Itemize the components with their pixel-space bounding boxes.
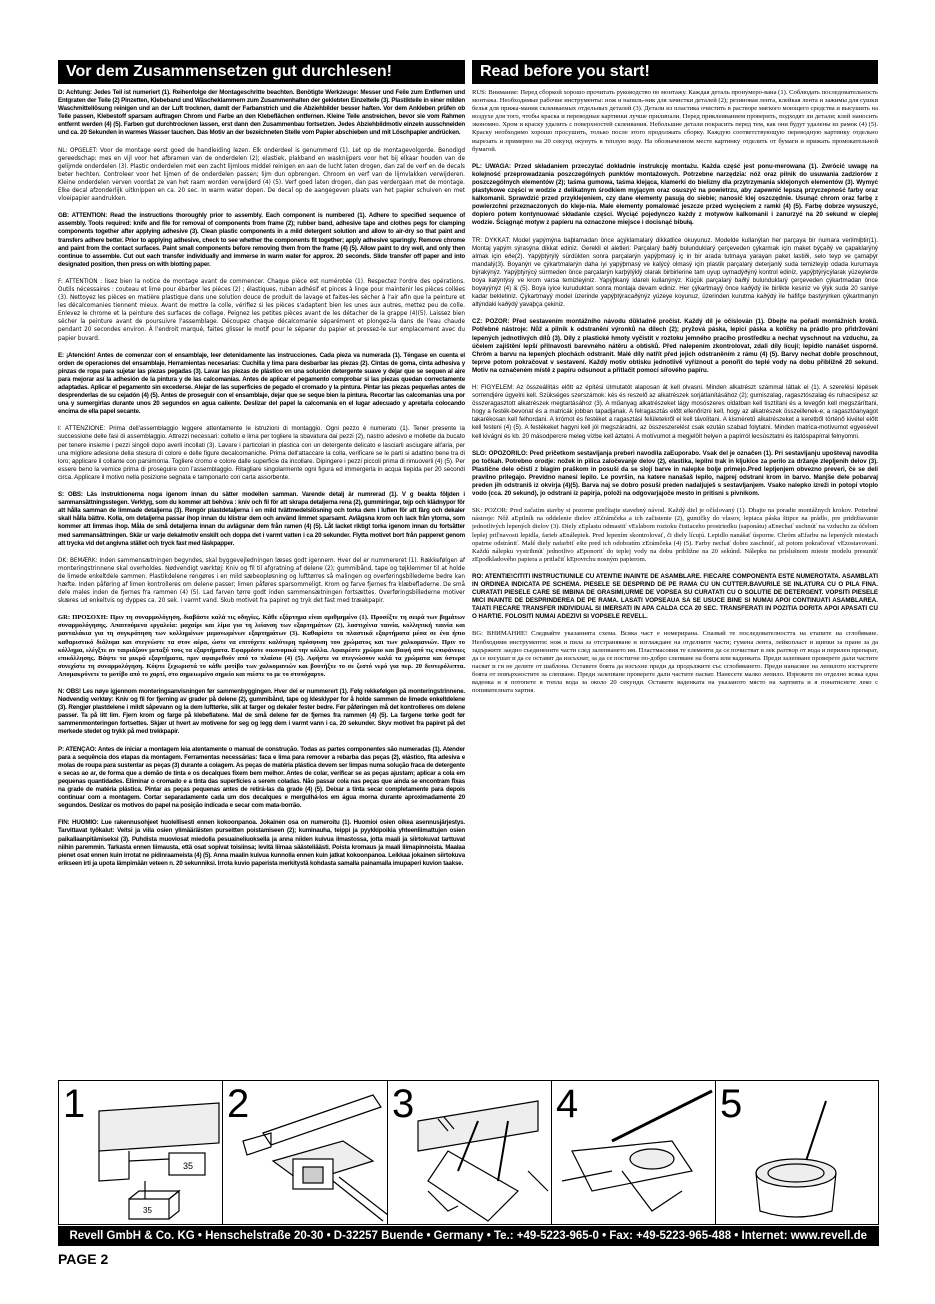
page-number: PAGE 2 (58, 1251, 109, 1267)
left-header-banner: Vor dem Zusammensetzen gut durchlesen! (58, 60, 465, 84)
left-instructions-column (58, 89, 465, 877)
instructions-hu: H: FIGYELEM: Az összeállítás előtt az építési útmutatót alaposan át kell olvasni. Minden alkatrészt számmal láttak el (1). A szerelési lépések sorrendjére ügyelni kell. Szükséges szerszámok: kés és reszelő az alkatrészek sorjátlanításához (2); gumiszalag, ragasztószalag és ruhacsipesz az összeragasztott alkatrészek megtartásához (3). A műanyag alkatrészeket lágy mosószeres oldatban kell tisztítani és a levegőn kell megszáríttani, hogy a festék-bevonat és a matricák jobban tapadjanak. A felragasztás előtt ellenőrizni kell, hogy az alkatrészek összeillenek-e; a ragasztóanyagot takarékosan kell felhordani. A krómot és festéket a ragasztási felületekről el kell távolítani. A kisméretű alkatrészeket a keretből történő kivétel előtt kell festeni (4) (5). A festékeket hagyni kell jól megszáradni, az összeszerelést csak ezután szabad folytatni. Minden matrica-motívumot egyesével kell kivágni és kb. 20 másodpercre meleg vízbe kell áztatni. A motívumot a megjelölt helyen a papírról lecsúsztatni és itatóspapírral felnyomni. (472, 384, 878, 440)
instructions-pt: P: ATENÇÃO: Antes de iniciar a montagem leia atentamente o manual de construção. Todas as partes componentes são numeradas (1). Atender para a sequência dos etapas da montagem. Ferramentas necessárias: faca e lima para remover a rebarba das peças (2), elástico, fita adesiva e molas de roupa para sustentar as peças (3) durante a colagem. As peças de matéria plástica devem ser limpas numa solução fraca de detergente e secas ao ar, de forma que a demão de tinta e os decalques fixem bem melhor. Antes de colar, verificar se as peças ajustam; aplicar a cola em pequenas quantidades. Eliminar o cromado e a tinta das superfícies a serem coladas. Não passar cola nas peças que ainda se encontram fixas na grade de matéria plástica. Pintar as peças pequenas antes de retirá-las da grade (4) (5). Deixar a tinta secar completamente para depois continuar com a montagem. Cortar separadamente cada um dos decalques e mergulhá-los em água morna durante aproximadamente 20 segundos. Deslizar os motivos do papel na posição indicada e secar com mata-borrão. (58, 745, 465, 810)
instructions-ro: RO: ATENTIE!CITITI INSTRUCTIUNILE CU ATENTIE INAINTE DE ASAMBLARE. FIECARE COMPONENTA ESTE NUMEROTATA. ASAMBLATI IN ORDINEA INDICATA PE SCHEMA. PIESELE SE DESPRIND DE PE RAMA CU UN CUTTER.BAVURILE SE INLATURA CU O PILA FINA. CURATATI PIESELE CARE SE IMBINA DE GRASIMI,URME DE VOPSEA SU CURATATI CU O SOLUTIE DE DETERGENT. VOPSITI PIESELE MICI INAINTE DE DESPRINDEREA DE PE RAMA. LASATI VOPSEAUA SA SE USUCE BINE SI NUMAI APOI CONTINUATI ASAMBLAREA. TAIATI FIECARE TRANSFER INDIVIDUAL SI IMERSATI IN APA CALDA CCA 20 SEC. TRANSFERATI IN POZITIA DORITA APOI APASATI CU O HARTIE. FOLOSITI NUMAI ADEZIVI SI VOPSELE REVELL. (472, 572, 878, 621)
step-number: 3 (392, 1082, 415, 1126)
instructions-it: I: ATTENZIONE: Prima dell'assemblaggio leggere attentamente le istruzioni di montaggio. Ogni pezzo è numerato (1). Tener presente la successione delle fasi di assemblaggio. Attrezzi necessari: coltello e lima per togliere la sbavatura dai pezzi (2), nastro adesivo e mollette da bucato per tenere insieme i pezzi singoli dopo averli incollati (3). Lavare i particolari in plastica con un detergente delicato e lasciarli asciugare all'aria, per una migliore adesione della stesura di colore e delle figure decalcomaniche. Prima dell'attaccare la colla, verificare se le parti si adattino bene tra di loro; applicare il collante con parsimonia. Togliere cromo e colore dalle superficie da incollare. Dipingere i pezzi piccoli prima di rimuoverli (4) (5). Per essere beno la vernice prima di proseguire con l'assemblaggio. Ritagliare singolarmente ogni figura ed immergerla in acqua tiepida per 20 secondi circa. Applicare il motivo nella posizione segnata e tamponarlo con carta assorbente. (58, 425, 465, 481)
panel1-part-number: 35 (183, 1161, 194, 1171)
instructions-sk: SK: POZOR: Pred začatím stavby si pozorne prečítajte stavebný návod. Každý diel je očíslovaný (1). Dbajte na poradie montážnych krokov. Potrebné nástroje: Nôž aEpilník na oddelenie dielov zEčrámčeka a ich začistenie (2), gumičky do vlasov, lepiaca páska štipce na prádlo, pre pridržiavanie jednotlivých lepených dielov (3). Diely zEplastu odmastiť vEslabom roztoku čistiaceho prostriedku (saponátu) aEnechať uschnúť na vzduchu za účelom lepšej priľnavosti lepidla, farieb aEnálepiek. Pred lepením skontrolovať, či diely lícujú. Lepidlo nanášať úsporne. Chróm aEfarbu na lepených miestach opatrne odstrániť. Malé diely nafarbiť ešte pred ich odobratím zErámčeka (4) (5). Farby nechať dobre zaschnúť, až potom pokračovať vEzostavovaní. Každú nálepku vystrihnúť jednotlivo aEponoriť do teplej vody na dobu približne na 20 sekúnd. Nálepku na príslušnom mieste modelu presunúť zEpodkladového papiera a pritlačiť kEpovrchu nosným papierom. (472, 507, 878, 563)
instructions-nl: NL: OPGELET: Voor de montage eerst goed de handleiding lezen. Elk onderdeel is genummerd (1). Let op de montagevolgorde. Benodigd gereedschap: mes en vijl voor het afbramen van de onderdelen (2); elastiek, plakband en wasknijpers voor het bij elkaar houden van de gelijmde onderdelen (3). Plastic onderdelen met een zacht lijmloos middel reinigen en aan de lucht laten drogen, dan zal de verf en de decals beter hechten. Controleer voor het lijmen of de onderdelen passen; lijm dun opbrengen. Chroom en verf van de lijmvlakken verwijderen. Kleine onderdelen verven voordat ze van het raam worden verwijderd (4) (5). Verf goed laten drogen, dan pas verdergaan met de montage. Elke decal afzonderlijk uitknippen en ca. 20 sec. in warm water dopen. De decal op de aangegeven plaats van het papier schuiven en met vloeipapier aandrukken. (58, 147, 465, 203)
step-panel-3 (388, 1081, 552, 1224)
instructions-gb: GB: ATTENTION: Read the instructions thoroughly prior to assembly. Each component is numbered (1). Adhere to specified sequence of assembly. Tools required: knife and file for removal of components from frame (2); rubber band, adhesive tape and clothes pegs for clamping components together after applying adhesive (3). Clean plastic components in a mild detergent solution and allow to air-dry so that paint and transfers adhere better. Prior to applying adhesive, check to see whether the components fit together; apply adhesive sparingly. Remove chrome and paint from the contact surfaces. Paint small components before removing them from the frame (4) (5). Allow paint to dry well, and only then continue to assemble. Cut out each transfer individually and immerse in warm water for approx. 20 seconds. Slide transfer off paper and into designated position, then press on with blotting paper. (58, 212, 465, 268)
step-number: 2 (227, 1082, 250, 1126)
right-header-banner: Read before you start! (472, 60, 878, 84)
panel1-part-number-small: 35 (143, 1206, 152, 1215)
instructions-dk: DK: BEMÆRK: Inden sammensætningen begyndes, skal byggevejledningen læses godt igennem. Hver del er nummereret (1). Rækkefølgen af monteringstrinnene skal overholdes. Nødvendigt værktøj: Kniv og fil til afgratning af delene (2); gummibånd, tape og tøjklemmer til at holde de limede enkeltdele sammen. Plastikdelene rengøres i en mild sæbeopløsning og lufttørres så malingen og overføringsbillederne bedre kan hæfte. Inden påføring af limen kontrolleres om delene passer; limen påføres sparsommeligt. Krom og farve fjernes fra klæbefladerne. De små dele males inden de fjernes fra rammen (4) (5). Lad farven tørre godt inden sammensætningen fortsættes. Overføringsbillederne motiver skæres ud enkeltvis og dyppes ca. 20 sek. i varmt vand. Skub motivet fra papiret og tryk det fast med træakpapir. (58, 557, 465, 605)
right-instructions-column (472, 89, 878, 704)
instructions-es: E: ¡Atención! Antes de comenzar con el ensamblaje, leer detenidamente las instrucciones. Cada pieza va numerada (1). Téngase en cuenta el orden de operaciones del ensamblaje. Herramientas necesarias: Cuchilla y lima para desbarbar las piezas (2). Cintas de goma, cinta adhesiva y pinzas de ropa para sujetar las piezas pegadas (3). Lavar las piezas de plástico en una solución detergente suave y dejar que se sequen al aire para mejorar así la adhesión de la pintura y de las calcomanías. Antes de aplicar el pegamento comprobar si las piezas quedan correctamente adaptadas. Aplicar el pegamento sin excederse. Alejar de las superficies de pegado el cromado y la pintura. Pintar las piezas pequeñas antes de desprenderlas de su cejadón (4) (5). Antes de proseguir con el ensamblaje, dejar que se seque bien la pintura. Recortar las calcomanías una por una y sumergirlas durante unos 20 segundos en agua caliente. Deslizar del papel la calcomanía en el lugar adecuado y apretarla colocando encima de ella papel secante. (58, 351, 465, 416)
instructions-cz: CZ: POZOR: Před sestavením montážního návodu důkladně pročíst. Každý díl je očíslován (1). Dbejte na pořadí montážních kroků. Potřebné nástroje: Nůž a pilník k odstranění výronků na dílech (2); pryžová páska, lepicí páska a kolíčky na prádlo pro přidržování lepených jednotlivých dílů (3). Díly z plastické hmoty vyčistit v roztoku jemného pracího prostředku a nechat vyschnout na vzduchu, za účelem zajištění lepší přilnavosti barevného nátěru a obtisků. Před nalepením zkontrolovat, zdali díly lícují; lepidlo nanášet úsporně. Chróm a barvu na lepených plochách odstranit. Malé díly natřít před jejich odstraněním z rámu (4) (5). Barvy nechat dobře proschnout, teprve potom pokračovat v sestavení. Každý motiv obtisku jednotlivě vyříznout a ponořit do teplé vody na dobu přibližně 20 sekund. Motiv na označeném místě z papíru odsunout a přitlačit pomocí sířového papíru. (472, 318, 878, 374)
step-panel-1 (59, 1081, 223, 1224)
instructions-ru: RUS: Внимание: Перед сборкой хорошо прочитать руководство по монтажу. Каждая деталь пронумеро-вана (1). Соблюдать последовательность монтажа. Необходимые рабочие инструменты: нож и напиль-ник для зачистки деталей (2); резиновая лента, клейкая лента и зажимы для сушки белья для прижа-мания склеиваемых отдельных деталей (3). Детали из пластика очистить в растворе мягкого моющего средства и высушить на воздухе для того, чтобы краска и переводные картинки лучше прилипали. Перед приклеиванием проверить, подходят ли детали; клей наносить экономно. Хром и краску удалить с поверхностей склеивания. Небольшие детали покрасить перед тем, как они будут удалены из рамок (4) (5). Краску необходимо хорошо просушить, только после этого продолжать сборку. Каждую соответствующую переводную картинку отдельно вырезать и примерно на 20 секунд окунуть в теплую воду. На обозначенном месте картинку отделить от бумаги и прижать промокательной бумагой. (472, 89, 878, 153)
footer-company-bar: Revell GmbH & Co. KG • Henschelstraße 20-30 • D-32257 Buende • Germany • Te.: +49-5223-965-0 • Fax: +49-5223-965-488 • Internet: www.revell.de (58, 1226, 879, 1246)
step-panel-5 (716, 1081, 878, 1224)
step-number: 5 (720, 1082, 743, 1126)
instructions-no: N: OBS! Les nøye igjennom monteringsanvisningen før sammenbyggingen. Hver del er nummerert (1). Følg rekkefølgen på monteringstrinnene. Nødvendig verktøy: Kniv og fil for fjerning av grader på delene (2), gummibånd, tape og klesklyper for å holde sammen de limede enkeltdelene (3). Rengjør plastdelene i mildt såpevann og la dem lufttørke, slik at farger og dekaler fester bedre. Før påføringen må det kontrolleres om delene passer. Ta på litt lim. Fjern krom og farge på klebeflatene. Mal de små delene før de fjernes fra rammen (4) (5). La fargene tørke godt før sammenmonteringen fortsettes. Skjær ut hvert av motivene for seg og legg dem i varmt vann i ca. 20 sekunder. Skyv motivet fra papiret på det merkede stedet og trykk på med trekkpapir. (58, 688, 465, 736)
instructions-de: D: Achtung: Jedes Teil ist numeriert (1). Reihenfolge der Montageschritte beachten. Benötigte Werkzeuge: Messer und Feile zum Entfernen und Entgraten der Teile (2) Pinzetten, Klebeband und Wäscheklammern zum Zusammenhalten der geklebten Einzelteile (3). Plastikteile in einer milden Waschmittellösung reinigen und an der Luft trocknen, damit der Farbanstrich und die Abziehbilder besser haften. Vor dem Ankleben prüfen ob Teile passen, Klebestoff sparsam auftragen Chrom und Farbe an den Klebeflächen entfernen. Kleine Teile anstreichen, bevor sie vom Rahmen entfernt werden (4) (5). Farben gut durchtrocknen lassen, erst dann den Zusammenbau fortsetzen. Jedes Abziehbildmotiv einzeln ausschneiden und ca. 20 Sekunden in warmes Wasser tauchen. Das Motiv an der bezeichneten Stelle vom Papier abschieben und mit Löschpapier andrücken. (58, 89, 465, 137)
step-illustrations (58, 1080, 879, 1225)
instructions-si: SLO: OPOZORILO: Pred pričetkom sestavljanja preberi navodila zaEuporabo. Vsak del je označen (1). Pri sestavljanju upoštevaj navodila po točkah. Potrebno orodje: nožek in pilica zaločevanje delov (2), elastika, lepilni trak in kljukice za perilo za držanje zlepljenih delov (3). Plastične dele očisti z blagim praškom in posuši da se slojí barve in nalepke bolje primejo.Pred lepljenjem obvezno preveri, če se deli pravilno prilegajo. Previdno nanesi lepilo. Le površin, na katere nanašaš lepilo, najprej odstrani krom in barvo. Manjše dele pobarvaj preden jih odstraniš iz okvirja (4)(5). Barva naj se dobro posuši preden nadaljuješ s sestavljanjem. Vsako nalepko izreži in potopi vtoplo vodo (cca. 20 sekund), jo odstrani iz papirja, položi na odgovarjajoče mesto in pritisni s pivnikom. (472, 449, 878, 498)
instructions-se: S: OBS: Läs instruktionerna noga igenom innan du sätter modellen samman. Varende detalj är numrerad (1). V g beakta följden i sammansättningsstegen. Verktyg, som du kommer att behöva : kniv och fil för att skrapa detaljerna rena (2), gummiringar, tejp och klädnypor för att hålla samman de limmade detaljerna (3). Rengör plastdetaljerna i en mild tvättmedelslösning och torka dem i luften för att färg och dekaler skall hålla bättre. Kolla, om detaljerna passar ihop innan du klistrar dem och använd limmet sparsamt. Avlägsna krom och lack från ytorna, som kommer att limmas ihop. Måla de små detaljerna innan du avlägsnar dem från ramen (4) (5). Låt lacket riktigt torka igenom innan du fortsätter med sammansättningen. Skär ur varje dekalmotiv enskilt och doppa det i varmt vatten i ca 20 sekunder. Flytta motivet bort från papperet genom att trycka vid det angivna stället och tryck fast med läskpapper. (58, 491, 465, 547)
step-number: 1 (63, 1082, 86, 1126)
step-panel-2 (223, 1081, 388, 1224)
instructions-fr: F: ATTENTION : lisez bien la notice de montage avant de commencer. Chaque pièce est numérotée (1). Respectez l'ordre des opérations. Outils nécessaires : couteau et lime pour ébarber les pièces (2) ; élastiques, ruban adhésif et pinces à linge pour maintenir les pièces collées (3). Nettoyez les pièces en matière plastique dans une solution douce de produit de lavage et faites-les sécher à l'air afin que la peinture et les décalcomanies tiennent mieux. Avant de mettre la colle, vérifiez si les pièces s'adaptent bien les unes aux autres, mettez peu de colle. Enlevez le chrome et la peinture des surfaces de collage. Peignez les petites pièces avant de les détacher de la grappe (4)(5). Laissez bien sécher la peinture avant de poursuivre l'assemblage. Découpez chaque décalcomanie séparément et plongez-la dans de l'eau chaude pendant 20 secondes environ. À l'endroit marqué, faites glisser le motif pour le séparer du papier et pressez-le sur emplacement avec du papier buvard. (58, 278, 465, 342)
step-panel-4 (552, 1081, 716, 1224)
instructions-fi: FIN: HUOMIO: Lue rakennusohjeet huolellisesti ennen kokoonpanoa. Jokainen osa on numeroitu (1). Huomioi osien oikea asennusjärjestys. Tarvittavat työkalut: Veitsi ja viila osien ylimääräisten purseitten poistamiseen (2); kuminauha, teippi ja pyykkipoikia yhteenliimattujen osien paikallaanpitämiseksi (3). Puhdista muoviosat miedolla pesuaineliuoksella ja anna niiden kuivua ilmastossa, jotta maali ja siirtokuvat tarttuvat niihin paremmin. Tarkasta ennen liimausta, että osat sopivat toisiinsa; levitä liimaa säästeliäästi. Poista kromaus ja maali liimapinnoista. Maalaa pienet osat ennen kuin irrotat ne pidinraameista (4) (5). Anna maalin kuivua kunnolla ennen kuin jatkat kokoonpanoa. Leikkaa jokainen siirtokuva erikseen irti ja upota lämpimään veteen n. 20 sekunniksi. Irrota kuvio paperista merkitystä kohdasta samalla painamalla imupaperi kuvion taakse. (58, 819, 465, 867)
instructions-bg: BG: ВНИМАНИЕ! Следвайте указанията схема. Всяка част е номерирана. Спазвай те последователността на етапите на сглобяване. Необходими инструменти: нож и пила за отстраняване и изглаждане на отделните части; гумена лента, лейкопласт и щипки за пране за да задържите заедно съединените части след залепването им. Пластмасовия те елементи да се почистват в лек разтвор от вода и перилен препарат, да се изсушат и да се оставят да изсъхнат, за да се постигне по-добро слепване на боята или ваденката. Преди залепване проверете дали частите пасват и ги не делите от шаблона. Оставете боята да изсъхне преди да продължите със сглобяването. Преди нанасяне на лепилото изстъргете боята от повърхностите за слепване. Преди залепване проверете дали частите пасват. Нанесете малко лепило. Изрежете по отделно всяка една ваденка и я потопете в топла вода за около 20 секунди. Оставете ваденката на указаното място на хартията и я понатиснете леко с попивателната хартия. (472, 630, 878, 695)
instructions-pl: PL: UWAGA: Przed składaniem przeczytać dokładnie instrukcję montażu. Każda część jest ponu-merowana (1). Zwrócić uwagę na kolejność przeprowadzania poszczególnych punktów montażowych. Potrzebne narzędzia: nóż oraz pilnik do usuwania zadziorów z poszczególnych elementów (2); taśma gumowa, taśma klejąca, klamerki do bielizny dla przytrzymania sklejonych elementów (3). Wymyć plastykowe części w wodzie z delikatnym środkiem myjącym oraz osuszyć na powietrzu, aby zapewnić lepszą przyczepność farby oraz kalkomanii. Sprawdzić przed przyklejeniem, czy dane elementy pasują do siebie; nanosić klej oszczędnie. Usunąć chrom oraz farbę z powierzchni przeznaczonych do kleje-nia. Małe elementy pomalować jeszcze przed wycięciem z ramki (4) (5). Farbę dobrze wysuszyć, dopiero potem kontynuować składanie części. Wyciąć pojedynczo każdy z motywów kalkomanii i zanurzyć na 20 sekund w ciepłej wodzie. Ściągnąć motyw z papieru na oznaczone miejsce i docisnąć bibułą. (472, 162, 878, 227)
step-number: 4 (556, 1082, 579, 1126)
instructions-gr: GR: ΠΡΟΣΟΧΗ: Πριν τη συναρμολόγηση, διαβάστε καλά τις οδηγίες. Κάθε εξάρτημα είναι αριθμημένο (1). Προσέξτε τη σειρά των βημάτων συναρμολόγησης. Απαιτούμενα εργαλεία: μαχαίρι και λίμα για τη λείανση των εξαρτημάτων (2), λαστιχένια ταινία, κολλητική ταινία και μανταλάκια για τη συγκράτηση των κολλημένων μεμονωμένων εξαρτημάτων (3). Καθαρίστε τα πλαστικά εξαρτήματα μέσα σε ένα ήπιο καθαριστικό διάλυμα και στεγνώστε τα στον αέρα, ώστε να επιτύχετε καλύτερη πρόσφυση του χρώματος και των χαλκομανιών. Πριν το κόλλημα, ελέγξτε αν ταιριάζουν μεταξύ τους τα εξαρτήματα. Εφαρμόστε οικονομικά την κόλλα. Αφαιρέστε χρώμιο και βαφή από τις επιφάνειες επικόλλησης. Βάψτε τα μικρά εξαρτήματα, πριν αφαιρεθούν από το πλαίσιο (4) (5). Αφήστε να στεγνώσουν καλά τα χρώματα και ύστερα συνεχίστε τη συναρμολόγηση. Κόψτε ξεχωριστά το κάθε μοτίβο των χαλκομανιών και βουτήξτε το σε ζεστό νερό για περ. 20 δευτερόλεπτα. Απομακρύνετε το μοτίβο από το χαρτί, στο σημειωμένο σημείο και πιέστε το με το στυπόχαρτο. (58, 614, 465, 678)
instructions-tr: TR: DYKKAT: Model yapýmýna baþlamadan önce açýklamalarý dikkatlice okuyunuz. Modelde kullanýlan her parçaya bir numara verilmiþtir(1). Montaj yapým sýrasýna dikkat ediniz. Gerekli el aletleri: Parçalarý baðlý bulunduklarý çerçeveden çýkarmak için maket býçaðý ve çapaklarýný almak için eðe(2). Yapýþtýrýlý sürdükten sonra parçalarýn yapýþmasý iç in bir arada tutmaya yarayan paket lastiði, selo teyp ve çamaþýr mandalý(3). Boyanýn ve çýkartmalarýn daha iyi yapýþmasý ve kalýcý olmasý için plastik parçalarý deterjanlý suda temizleyip odada kurumaya býrakýnýz. Yapýþtýrýcý sürmeden önce parçalarýn karþýlýklý olarak birbirlerine tam uyup uymadýðýný kontrol ediniz, yapýþtýrýcýlarak yüzeylerde boya katýntýsý ve krom varsa temizleyiniz. Yapýþkaný idareli kullanýnýz. Küçük parçalarý baðlý bulunduklarý çerçeveden çýkartmadan önce boyayýnýz (4) & (5). Boya iyice kuruduktan sonra montaja devam ediniz. Her çýkartmayý önce kaðýdý ile birlikte kesiniz ve ýlýk suda 20 saniye kadar bekletiniz. Çýkartmayý model üzerinde yapýþtýracaðýnýz yüzeye koyunuz, üzerinden kurutma kaðýdý ile hafifçe bastýrýrken çýkartmanýn altýndaki kaðýdý yavaþça çekiniz. (472, 236, 878, 309)
